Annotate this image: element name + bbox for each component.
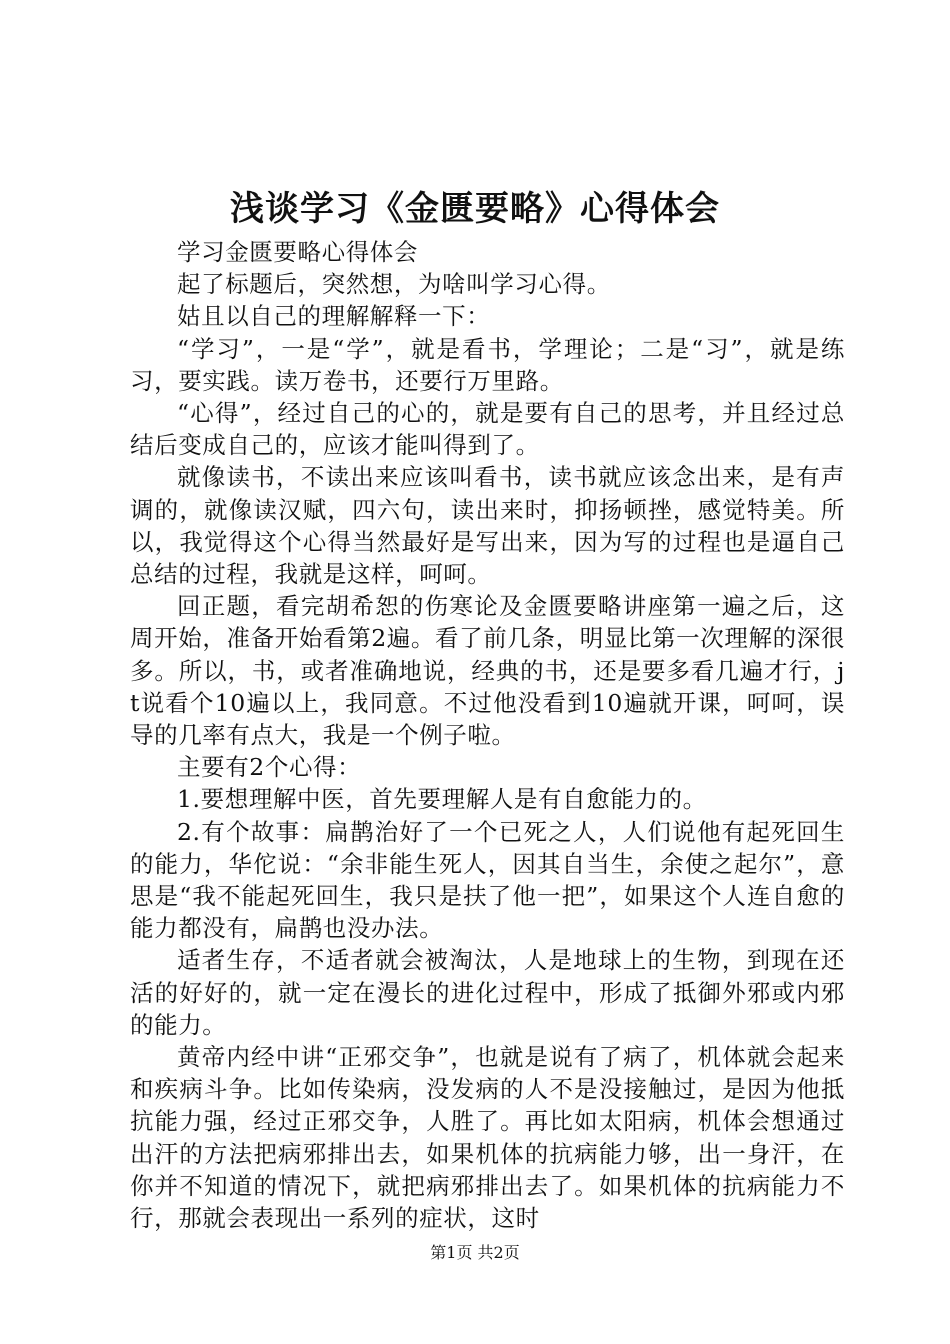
paragraph: 起了标题后，突然想，为啥叫学习心得。 bbox=[177, 270, 611, 299]
paragraph: “心得”，经过自己的心的，就是要有自己的思考，并且经过总结后变成自己的，应该才能叫得到了。 bbox=[130, 399, 845, 460]
paragraph: 适者生存，不适者就会被淘汰，人是地球上的生物，到现在还活的好好的，就一定在漫长的进化过程中，形成了抵御外邪或内邪的能力。 bbox=[130, 946, 845, 1039]
paragraph: 2.有个故事：扁鹊治好了一个已死之人，人们说他有起死回生的能力，华佗说：“余非能生死人，因其自当生，余使之起尔”，意思是“我不能起死回生，我只是扶了他一把”，如果这个人连自愈的能力都没有，扁鹊也没办法。 bbox=[130, 817, 845, 943]
document-title: 浅谈学习《金匮要略》心得体会 bbox=[230, 189, 720, 229]
paragraph: 回正题，看完胡希恕的伤寒论及金匮要略讲座第一遍之后，这周开始，准备开始看第2遍。看了前几条，明显比第一次理解的深很多。所以，书，或者准确地说，经典的书，还是要多看几遍才行，jt说看个10遍以上，我同意。不过他没看到10遍就开课，呵呵，误导的几率有点大，我是一个例子啦。 bbox=[130, 592, 845, 750]
paragraph: 主要有2个心得： bbox=[177, 753, 362, 782]
paragraph: “学习”，一是“学”，就是看书，学理论；二是“习”，就是练习，要实践。读万卷书，还要行万里路。 bbox=[130, 334, 845, 395]
paragraph: 就像读书，不读出来应该叫看书，读书就应该念出来，是有声调的，就像读汉赋，四六句，读出来时，抑扬顿挫，感觉特美。所以，我觉得这个心得当然最好是写出来，因为写的过程也是逼自己总结的过程，我就是这样，呵呵。 bbox=[130, 463, 845, 589]
paragraph: 学习金匮要略心得体会 bbox=[177, 238, 418, 266]
paragraph: 1.要想理解中医，首先要理解人是有自愈能力的。 bbox=[177, 785, 707, 814]
paragraph: 黄帝内经中讲“正邪交争”，也就是说有了病了，机体就会起来和疾病斗争。比如传染病，没发病的人不是没接触过，是因为他抵抗能力强，经过正邪交争，人胜了。再比如太阳病，机体会想通过出汗的方法把病邪排出去，如果机体的抗病能力够，出一身汗，在你并不知道的情况下，就把病邪排出去了。如果机体的抗病能力不行，那就会表现出一系列的症状，这时 bbox=[130, 1043, 845, 1233]
page-number-footer: 第1页 共2页 bbox=[430, 1243, 520, 1262]
document-body bbox=[130, 236, 845, 1234]
paragraph: 姑且以自己的理解解释一下： bbox=[177, 302, 491, 331]
